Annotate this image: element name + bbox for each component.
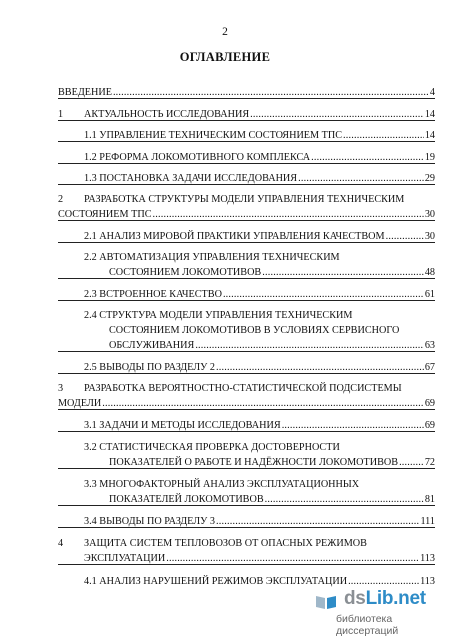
toc-page-number: 4 <box>429 87 435 98</box>
toc-page-number: 113 <box>420 553 435 564</box>
toc-entry-label: ПОКАЗАТЕЛЕЙ О РАБОТЕ И НАДЁЖНОСТИ ЛОКОМОТИВОВ <box>109 457 399 468</box>
toc-entry-label: СОСТОЯНИЕМ ЛОКОМОТИВОВ <box>109 267 262 278</box>
dslib-caption: библиотека диссертаций <box>336 613 399 637</box>
toc-entry-4-1[interactable] <box>84 576 435 588</box>
toc-entry-label: 4.1 АНАЛИЗ НАРУШЕНИЙ РЕЖИМОВ ЭКСПЛУАТАЦИИ <box>84 576 348 587</box>
divider <box>58 351 435 352</box>
dslib-watermark <box>306 588 446 637</box>
toc-entry-label: 3.1 ЗАДАЧИ И МЕТОДЫ ИССЛЕДОВАНИЯ <box>84 420 281 431</box>
toc-entry-label: МОДЕЛИ <box>58 398 102 409</box>
toc-entry-label: 2.4 СТРУКТУРА МОДЕЛИ УПРАВЛЕНИЯ ТЕХНИЧЕСКИМ <box>84 310 353 321</box>
chapter-number: 3 <box>58 383 64 394</box>
toc-entry-label: РАЗРАБОТКА ВЕРОЯТНОСТНО-СТАТИСТИЧЕСКОЙ ПОДСИСТЕМЫ <box>84 383 402 394</box>
toc-entry-label: 2.3 ВСТРОЕННОЕ КАЧЕСТВО <box>84 289 222 300</box>
chapter-number: 4 <box>58 538 64 549</box>
divider <box>58 564 435 565</box>
toc-page-number: 67 <box>424 362 435 373</box>
divider <box>58 120 435 121</box>
toc-page-number: 113 <box>420 576 435 587</box>
toc-page-number: 63 <box>424 340 435 351</box>
toc-entry-label: 2.2 АВТОМАТИЗАЦИЯ УПРАВЛЕНИЯ ТЕХНИЧЕСКИМ <box>84 252 340 263</box>
divider <box>58 98 435 99</box>
divider <box>58 373 435 374</box>
divider <box>58 184 435 185</box>
toc-entry-label: ЗАЩИТА СИСТЕМ ТЕПЛОВОЗОВ ОТ ОПАСНЫХ РЕЖИМОВ <box>84 538 367 549</box>
book-icon <box>314 593 338 611</box>
leader-dots <box>348 576 419 588</box>
chapter-number: 2 <box>58 194 64 205</box>
dslib-logo: dsLib.net <box>344 588 426 609</box>
toc-page-number: 61 <box>424 289 435 300</box>
divider <box>58 527 435 528</box>
divider <box>58 431 435 432</box>
divider <box>58 242 435 243</box>
toc-page-number: 111 <box>420 516 435 527</box>
toc-page-number: 14 <box>424 109 435 120</box>
toc-entry-label: РАЗРАБОТКА СТРУКТУРЫ МОДЕЛИ УПРАВЛЕНИЯ ТЕХНИЧЕСКИМ <box>84 194 405 205</box>
toc-entry-label: 3.3 МНОГОФАКТОРНЫЙ АНАЛИЗ ЭКСПЛУАТАЦИОННЫХ <box>84 479 360 490</box>
divider <box>58 468 435 469</box>
toc-entry-label: 1.3 ПОСТАНОВКА ЗАДАЧИ ИССЛЕДОВАНИЯ <box>84 173 298 184</box>
toc-entry-label: 2.5 ВЫВОДЫ ПО РАЗДЕЛУ 2 <box>84 362 215 373</box>
toc-entry-label: 3.2 СТАТИСТИЧЕСКАЯ ПРОВЕРКА ДОСТОВЕРНОСТИ <box>84 442 340 453</box>
toc-entry-label: АКТУАЛЬНОСТЬ ИССЛЕДОВАНИЯ <box>84 109 250 120</box>
toc-entry-label: 1.1 УПРАВЛЕНИЕ ТЕХНИЧЕСКИМ СОСТОЯНИЕМ ТПС <box>84 130 343 141</box>
toc-entry-label: 2.1 АНАЛИЗ МИРОВОЙ ПРАКТИКИ УПРАВЛЕНИЯ КАЧЕСТВОМ <box>84 231 385 242</box>
toc-entry-label: 3.4 ВЫВОДЫ ПО РАЗДЕЛУ 3 <box>84 516 215 527</box>
divider <box>58 141 435 142</box>
toc-entry-label: ВВЕДЕНИЕ <box>58 87 112 98</box>
divider <box>58 163 435 164</box>
toc-entry-label: ЭКСПЛУАТАЦИИ <box>84 553 166 564</box>
divider <box>58 300 435 301</box>
toc-page-number: 72 <box>424 457 435 468</box>
toc-page-number: 29 <box>424 173 435 184</box>
divider <box>58 505 435 506</box>
divider <box>58 409 435 410</box>
toc-page-number: 19 <box>424 152 435 163</box>
toc-entry-label: СОСТОЯНИЕМ ТПС <box>58 209 152 220</box>
toc-page-number: 69 <box>424 398 435 409</box>
divider <box>58 220 435 221</box>
divider <box>58 278 435 279</box>
toc-entry-label: ПОКАЗАТЕЛЕЙ ЛОКОМОТИВОВ <box>109 494 264 505</box>
toc-page-number: 30 <box>424 231 435 242</box>
toc-page-number: 69 <box>424 420 435 431</box>
toc-entry-label: СОСТОЯНИЕМ ЛОКОМОТИВОВ В УСЛОВИЯХ СЕРВИСНОГО <box>109 325 400 336</box>
toc-page-number: 14 <box>424 130 435 141</box>
page-number: 2 <box>222 26 228 38</box>
toc-page-number: 81 <box>424 494 435 505</box>
toc-page-number: 48 <box>424 267 435 278</box>
chapter-number: 1 <box>58 109 64 120</box>
toc-entry-label: ОБСЛУЖИВАНИЯ <box>109 340 195 351</box>
toc-entry-label: 1.2 РЕФОРМА ЛОКОМОТИВНОГО КОМПЛЕКСА <box>84 152 311 163</box>
toc-page-number: 30 <box>424 209 435 220</box>
toc-title: ОГЛАВЛЕНИЕ <box>179 50 271 64</box>
